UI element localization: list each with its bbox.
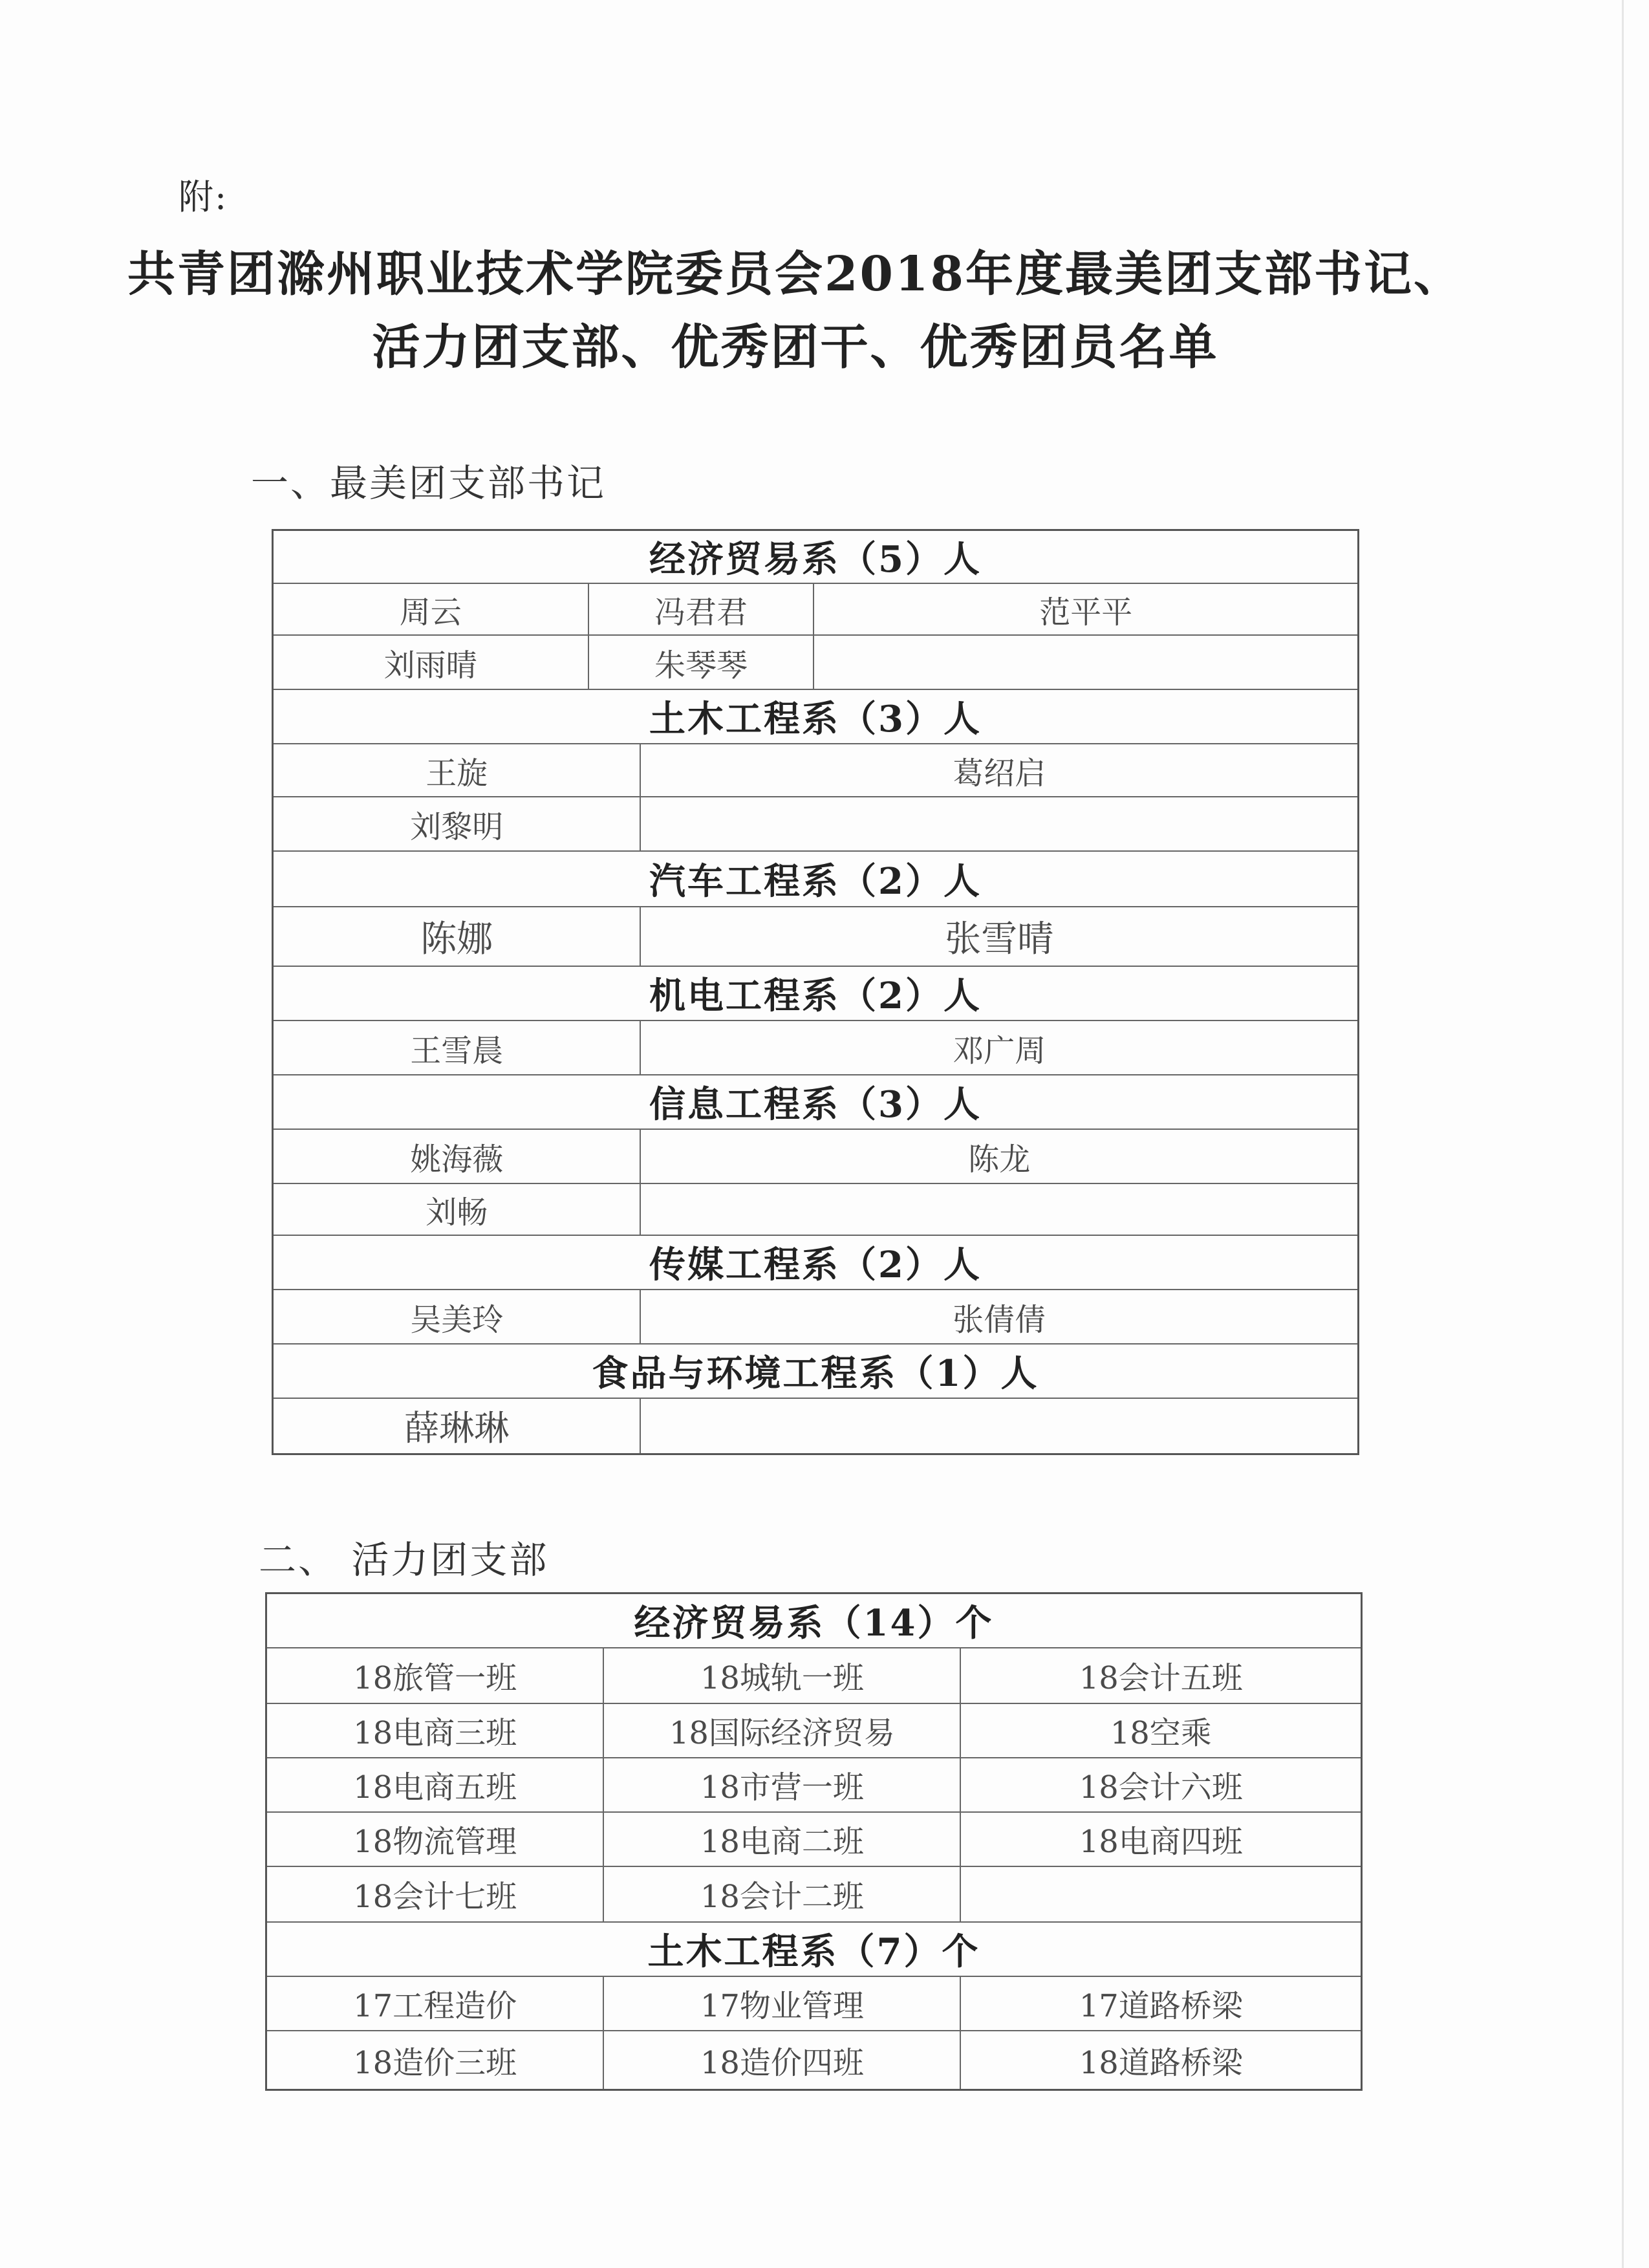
dept-row <box>273 1235 1359 1290</box>
dept-row <box>273 851 1359 907</box>
table-row <box>273 1021 1359 1075</box>
table-row <box>273 907 1359 966</box>
class-cell: 18国际经济贸易 <box>603 1703 960 1758</box>
dept-row <box>273 1344 1359 1398</box>
table-row <box>273 635 1359 689</box>
name-cell: 吴美玲 <box>273 1290 641 1344</box>
dept-header: 土木工程系（3）人 <box>273 689 1359 744</box>
document-title-line-2: 活力团支部、优秀团干、优秀团员名单 <box>372 319 1219 375</box>
table-row <box>266 1648 1362 1703</box>
name-cell: 薛琳琳 <box>273 1398 641 1454</box>
class-cell: 18会计二班 <box>603 1866 960 1922</box>
class-cell: 18电商四班 <box>960 1812 1361 1866</box>
table-row <box>266 1703 1362 1758</box>
empty-cell <box>814 635 1358 689</box>
name-cell: 范平平 <box>814 583 1358 635</box>
name-cell: 冯君君 <box>588 583 814 635</box>
class-cell: 18空乘 <box>960 1703 1361 1758</box>
name-cell: 王雪晨 <box>273 1021 641 1075</box>
name-cell: 周云 <box>273 583 588 635</box>
table-row <box>273 1183 1359 1235</box>
document-title-line-1: 共青团滁州职业技术学院委员会2018年度最美团支部书记、 <box>127 246 1463 302</box>
dept-header: 食品与环境工程系（1）人 <box>273 1344 1359 1398</box>
dept-row <box>273 530 1359 584</box>
table-row <box>266 1758 1362 1812</box>
class-cell: 18电商三班 <box>266 1703 604 1758</box>
section-heading-branches: 二、 活力团支部 <box>259 1538 549 1582</box>
empty-cell <box>640 1398 1358 1454</box>
class-cell: 18电商五班 <box>266 1758 604 1812</box>
name-cell: 陈娜 <box>273 907 641 966</box>
name-cell: 姚海薇 <box>273 1129 641 1183</box>
name-cell: 朱琴琴 <box>588 635 814 689</box>
empty-cell <box>960 1866 1361 1922</box>
class-cell: 18城轨一班 <box>603 1648 960 1703</box>
dept-header: 经济贸易系（5）人 <box>273 530 1359 584</box>
table-row <box>273 1290 1359 1344</box>
dept-row <box>273 689 1359 744</box>
name-cell: 邓广周 <box>640 1021 1358 1075</box>
section-heading-secretaries: 一、最美团支部书记 <box>251 461 607 505</box>
name-cell: 葛绍启 <box>640 744 1358 797</box>
name-cell: 王旋 <box>273 744 641 797</box>
name-cell: 张雪晴 <box>640 907 1358 966</box>
class-cell: 18造价三班 <box>266 2031 604 2090</box>
empty-cell <box>640 1183 1358 1235</box>
secretaries-table <box>272 529 1359 1455</box>
table-row <box>266 1866 1362 1922</box>
class-cell: 18物流管理 <box>266 1812 604 1866</box>
table-row <box>273 1398 1359 1454</box>
class-cell: 18会计七班 <box>266 1866 604 1922</box>
class-cell: 18道路桥梁 <box>960 2031 1361 2090</box>
class-cell: 18旅管一班 <box>266 1648 604 1703</box>
dept-row <box>266 1922 1362 1976</box>
branches-table <box>265 1592 1363 2091</box>
class-cell: 18电商二班 <box>603 1812 960 1866</box>
name-cell: 刘畅 <box>273 1183 641 1235</box>
dept-header: 传媒工程系（2）人 <box>273 1235 1359 1290</box>
name-cell: 陈龙 <box>640 1129 1358 1183</box>
table-row <box>266 1812 1362 1866</box>
class-cell: 18会计六班 <box>960 1758 1361 1812</box>
scan-edge <box>1622 0 1624 2268</box>
name-cell: 刘黎明 <box>273 797 641 851</box>
dept-row <box>273 966 1359 1021</box>
table-row <box>273 1129 1359 1183</box>
class-cell: 17道路桥梁 <box>960 1976 1361 2031</box>
class-cell: 18市营一班 <box>603 1758 960 1812</box>
name-cell: 刘雨晴 <box>273 635 588 689</box>
class-cell: 17物业管理 <box>603 1976 960 2031</box>
attachment-label: 附: <box>178 177 228 217</box>
table-row <box>273 797 1359 851</box>
name-cell: 张倩倩 <box>640 1290 1358 1344</box>
class-cell: 18会计五班 <box>960 1648 1361 1703</box>
table-row <box>273 583 1359 635</box>
table-row <box>266 1976 1362 2031</box>
table-row <box>273 744 1359 797</box>
dept-header: 汽车工程系（2）人 <box>273 851 1359 907</box>
class-cell: 17工程造价 <box>266 1976 604 2031</box>
dept-row <box>273 1075 1359 1129</box>
table-row <box>266 2031 1362 2090</box>
dept-header: 信息工程系（3）人 <box>273 1075 1359 1129</box>
dept-header: 机电工程系（2）人 <box>273 966 1359 1021</box>
empty-cell <box>640 797 1358 851</box>
dept-header: 经济贸易系（14）个 <box>266 1593 1362 1648</box>
dept-row <box>266 1593 1362 1648</box>
class-cell: 18造价四班 <box>603 2031 960 2090</box>
dept-header: 土木工程系（7）个 <box>266 1922 1362 1976</box>
